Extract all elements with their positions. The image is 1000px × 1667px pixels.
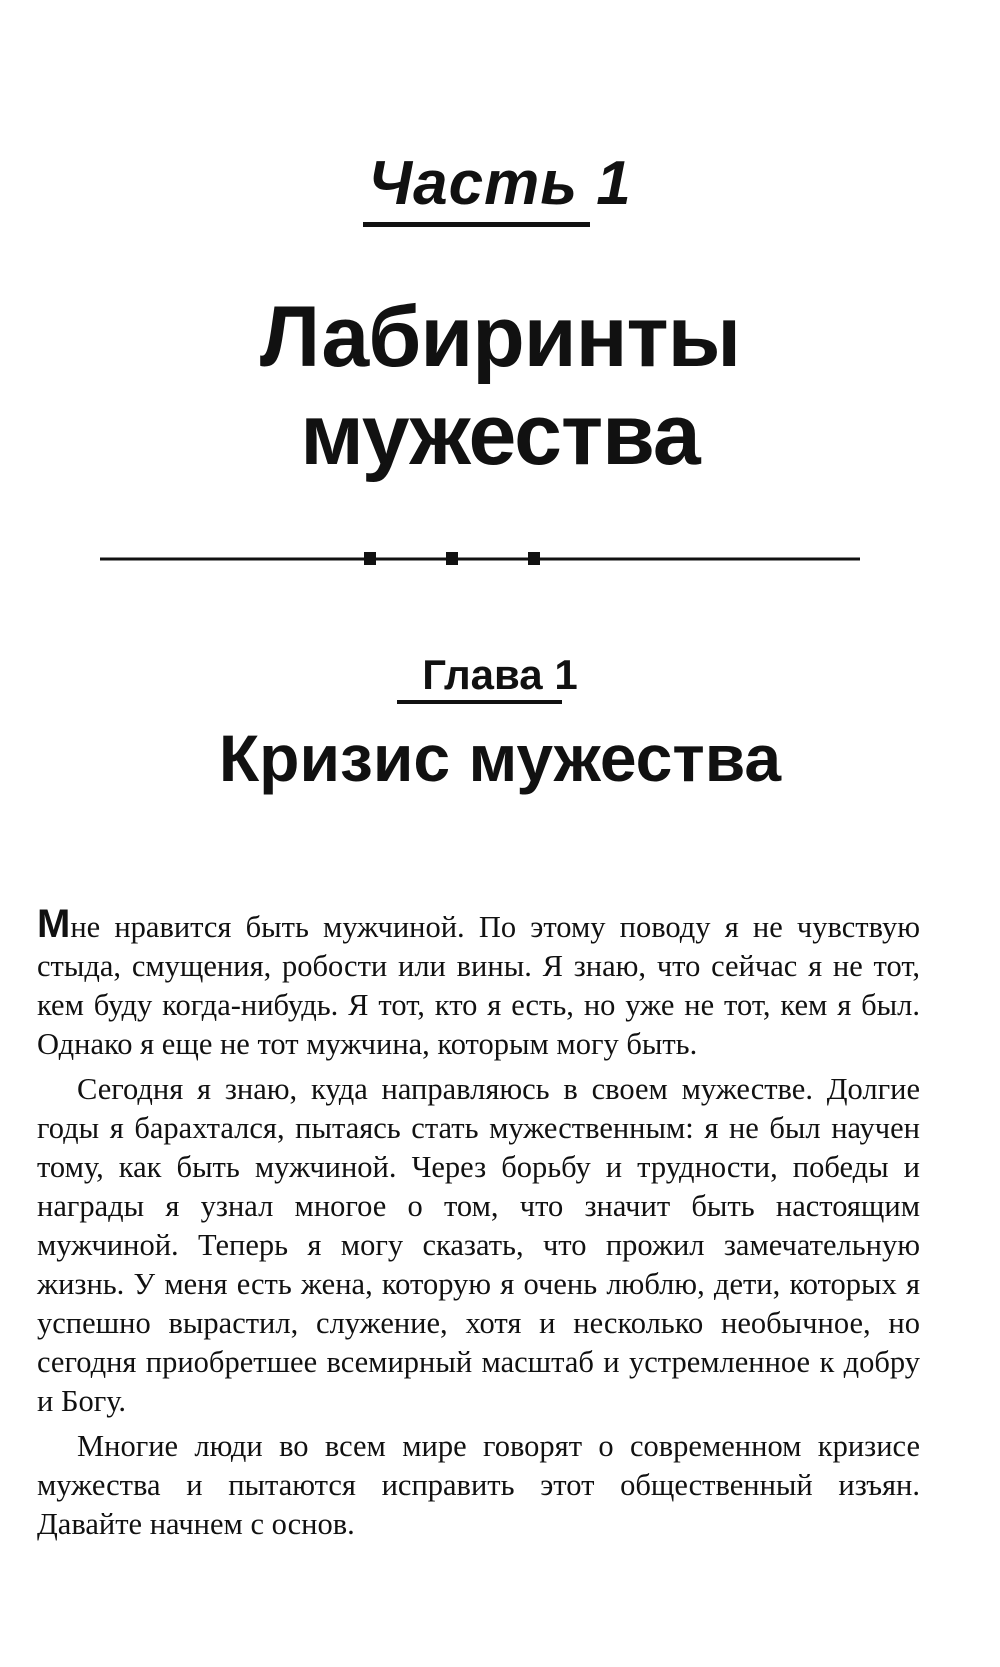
paragraph-3: Многие люди во всем мире говорят о современном кризисе мужества и пытаются исправить этот общественный изъян. Давайте начнем с основ. — [37, 1429, 920, 1541]
chapter-body — [37, 902, 920, 1544]
part-label: Часть 1 — [368, 149, 632, 218]
part-title-line-1: Лабиринты — [259, 289, 741, 385]
paragraph-1 — [37, 902, 920, 1064]
part-title-line-2: мужества — [300, 387, 700, 483]
initial-letter: М — [37, 902, 71, 946]
chapter-label-underline — [397, 700, 562, 704]
part-title — [0, 288, 1000, 484]
paragraph-1-text: не нравится быть мужчиной. По этому поводу я не чувствую стыда, смущения, робости или вины. Я знаю, что сейчас я не тот, кем буду когда-нибудь. Я тот, кто я есть, но уже не тот, кем я был. Однако я еще не тот мужчина, которым могу быть. — [37, 910, 920, 1061]
part-label-underline — [363, 222, 590, 227]
chapter-label: Глава 1 — [422, 651, 578, 698]
section-divider-ornament — [100, 548, 860, 570]
chapter-title: Кризис мужества — [218, 721, 782, 795]
paragraph-2: Сегодня я знаю, куда направляюсь в своем мужестве. Долгие годы я барахтался, пытаясь стать мужественным: я не был научен тому, как быть мужчиной. Через борьбу и трудности, победы и награды я узнал многое о том, что значит быть настоящим мужчиной. Теперь я могу сказать, что прожил замечательную жизнь. У меня есть жена, которую я очень люблю, дети, которых я успешно вырастил, служение, хотя и несколько необычное, но сегодня приобретшее всемирный масштаб и устремленное к добру и Богу. — [37, 1072, 920, 1418]
